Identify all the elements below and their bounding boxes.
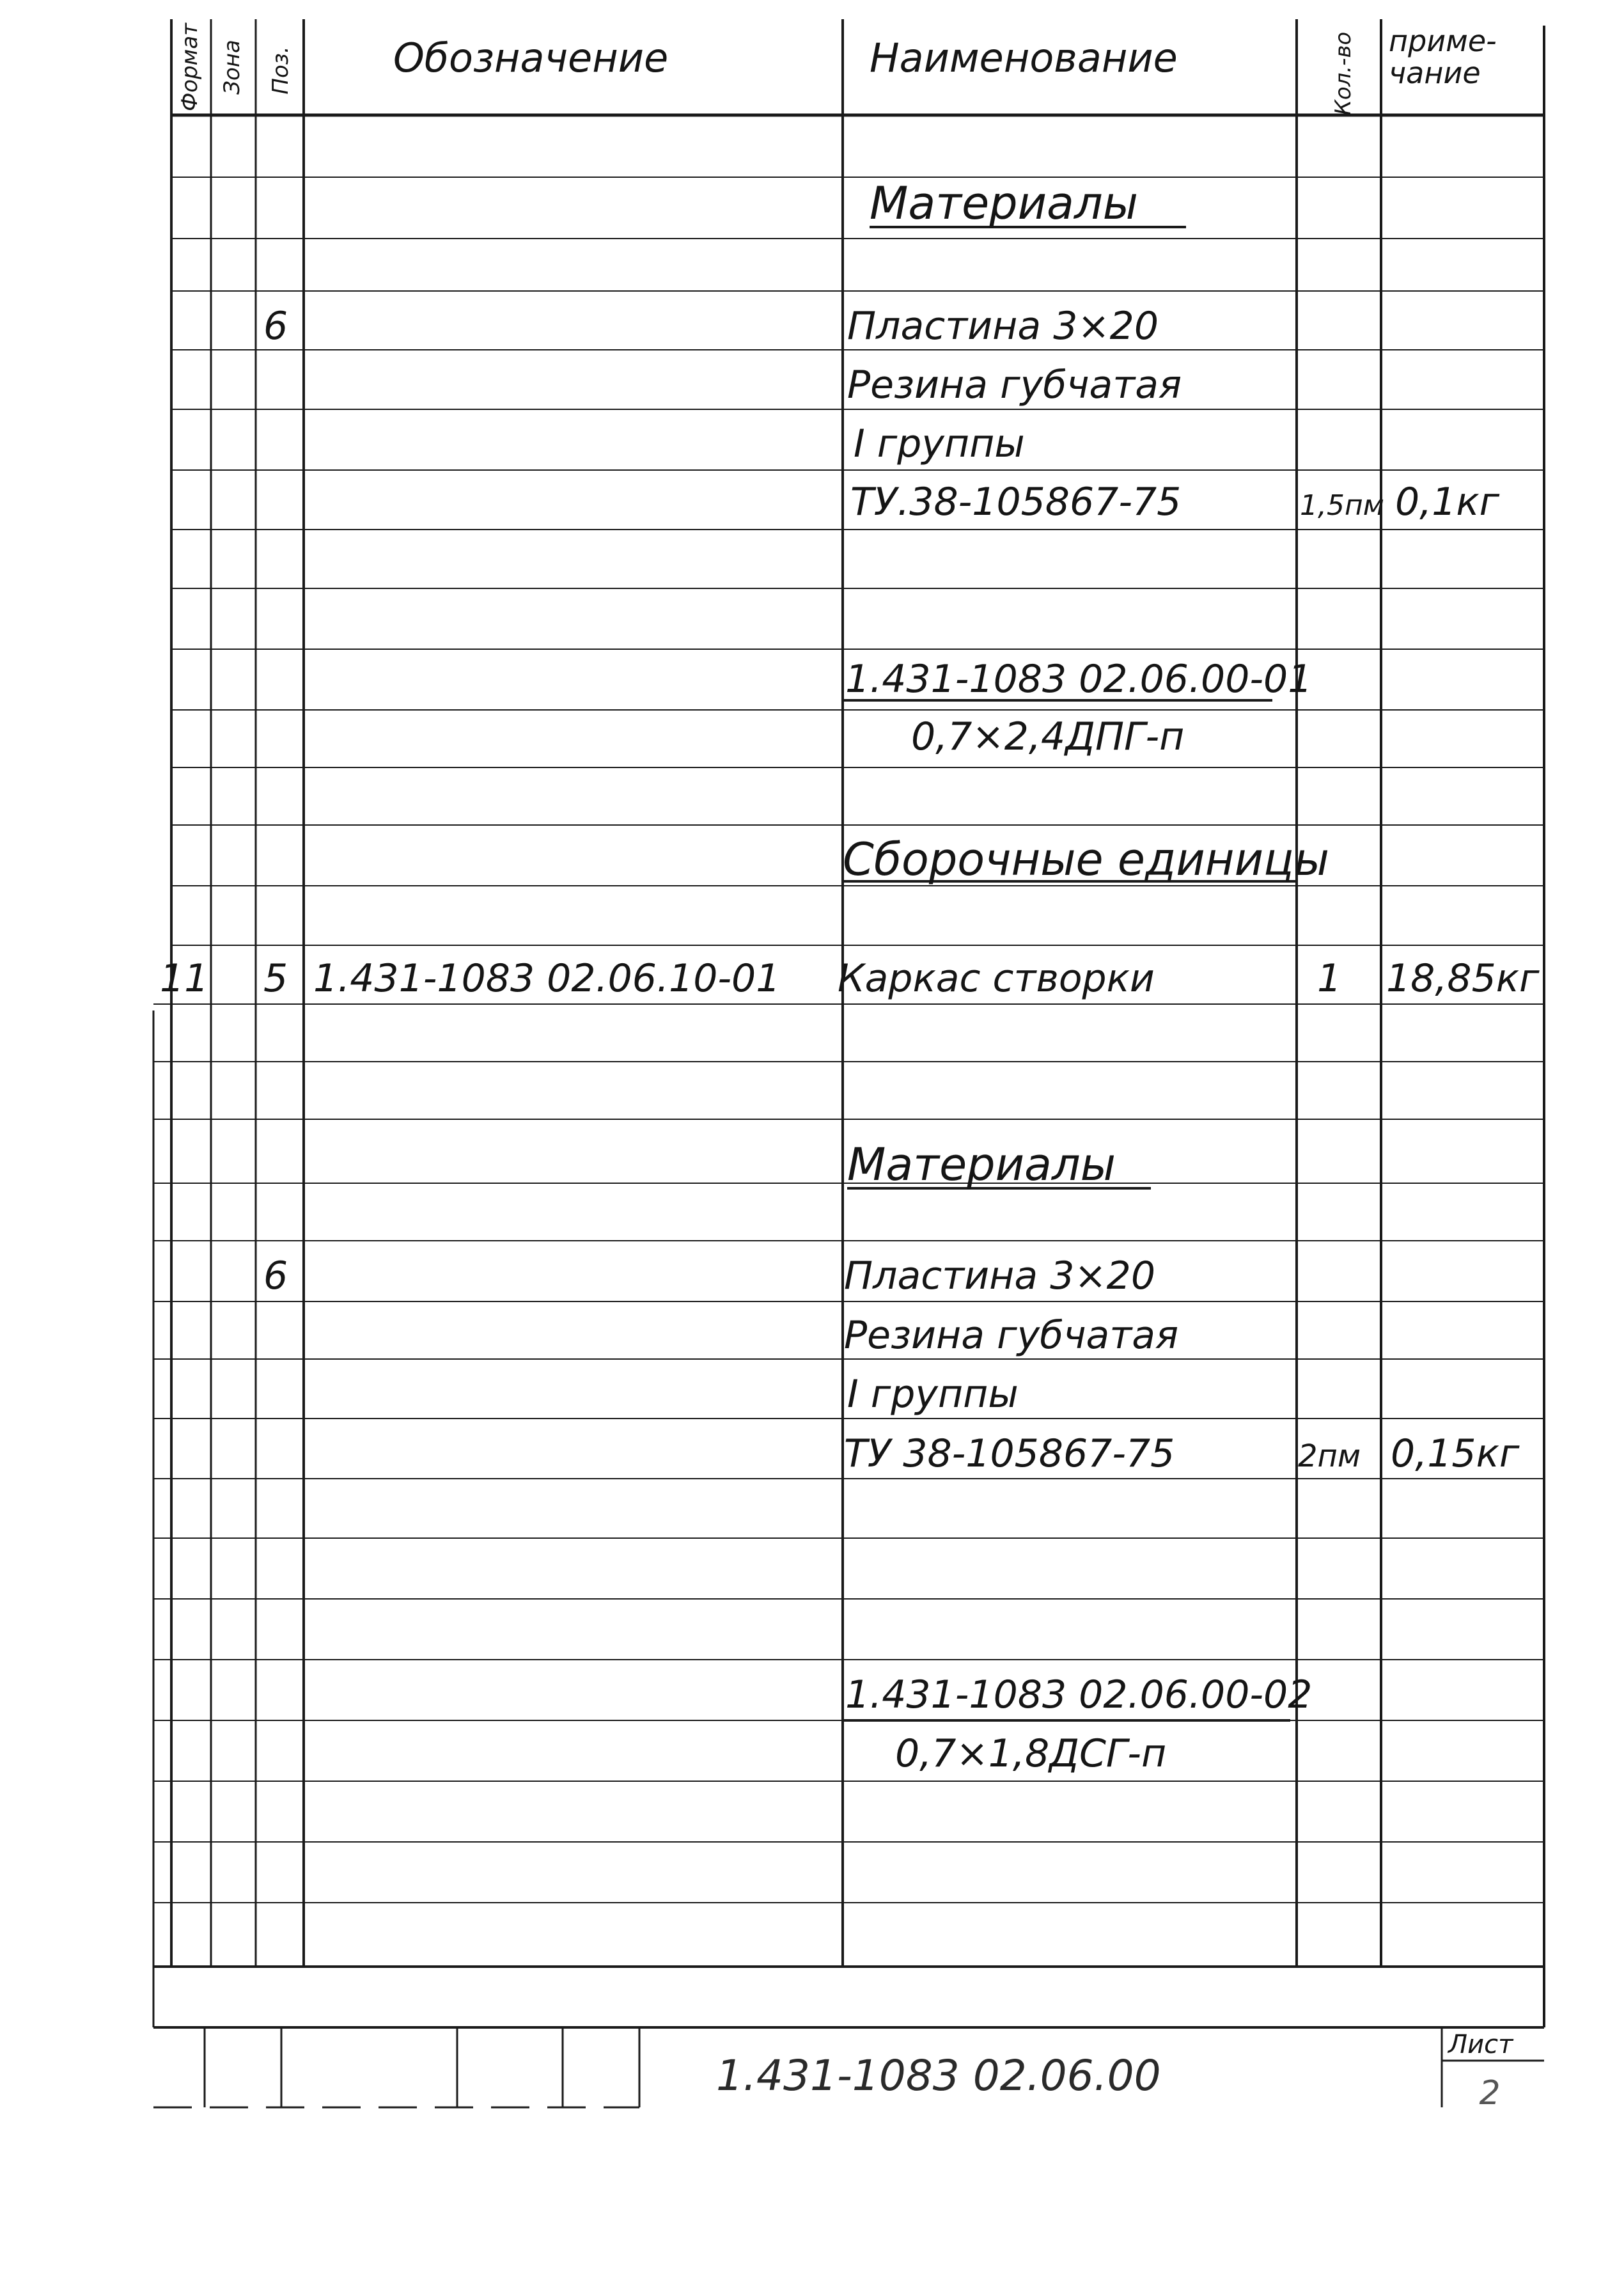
- row-note: 0,1кг: [1395, 480, 1500, 524]
- row-name: ТУ 38-105867-75: [844, 1431, 1175, 1476]
- section-heading-materials: Материалы: [870, 177, 1138, 230]
- row-name: I группы: [854, 421, 1025, 466]
- header-note-line2: чание: [1389, 56, 1481, 90]
- row-position: 6: [263, 304, 288, 349]
- sheet-number: 2: [1479, 2074, 1501, 2112]
- row-quantity: 1,5пм: [1300, 489, 1384, 522]
- row-name: I группы: [847, 1372, 1019, 1417]
- header-quantity: Кол.-во: [1331, 31, 1356, 116]
- row-designation: 1.431-1083 02.06.10-01: [313, 956, 781, 1001]
- sheet-label: Лист: [1448, 2030, 1513, 2059]
- row-name: ТУ.38-105867-75: [850, 480, 1182, 524]
- document-reference: 1.431-1083 02.06.00-02: [845, 1672, 1313, 1717]
- document-reference: 1.431-1083 02.06.00-01: [845, 657, 1313, 702]
- header-designation: Обозначение: [393, 35, 669, 81]
- row-note: 0,15кг: [1391, 1431, 1520, 1476]
- header-format: Формат: [177, 23, 203, 111]
- section-heading-materials: Материалы: [847, 1138, 1116, 1191]
- header-name: Наименование: [870, 35, 1178, 81]
- document-number: 1.431-1083 02.06.00: [716, 2051, 1161, 2100]
- row-name: Резина губчатая: [844, 1313, 1179, 1358]
- header-note-line1: приме-: [1389, 24, 1497, 58]
- section-heading-assembly-units: Сборочные единицы: [843, 833, 1329, 886]
- row-position: 5: [263, 956, 288, 1001]
- row-name: Пластина 3×20: [847, 304, 1159, 349]
- header-position: Поз.: [268, 46, 293, 95]
- row-name: Каркас створки: [838, 956, 1155, 1001]
- row-note: 18,85кг: [1386, 956, 1540, 1001]
- document-subtitle: 0,7×2,4ДПГ-п: [911, 714, 1185, 759]
- row-name: Резина губчатая: [847, 363, 1182, 407]
- row-format: 11: [160, 956, 209, 1001]
- header-zone: Зона: [219, 40, 245, 95]
- document-subtitle: 0,7×1,8ДСГ-п: [895, 1731, 1167, 1776]
- row-quantity: 1: [1317, 956, 1342, 1001]
- row-position: 6: [263, 1254, 288, 1298]
- row-name: Пластина 3×20: [844, 1254, 1156, 1298]
- row-quantity: 2пм: [1298, 1438, 1361, 1474]
